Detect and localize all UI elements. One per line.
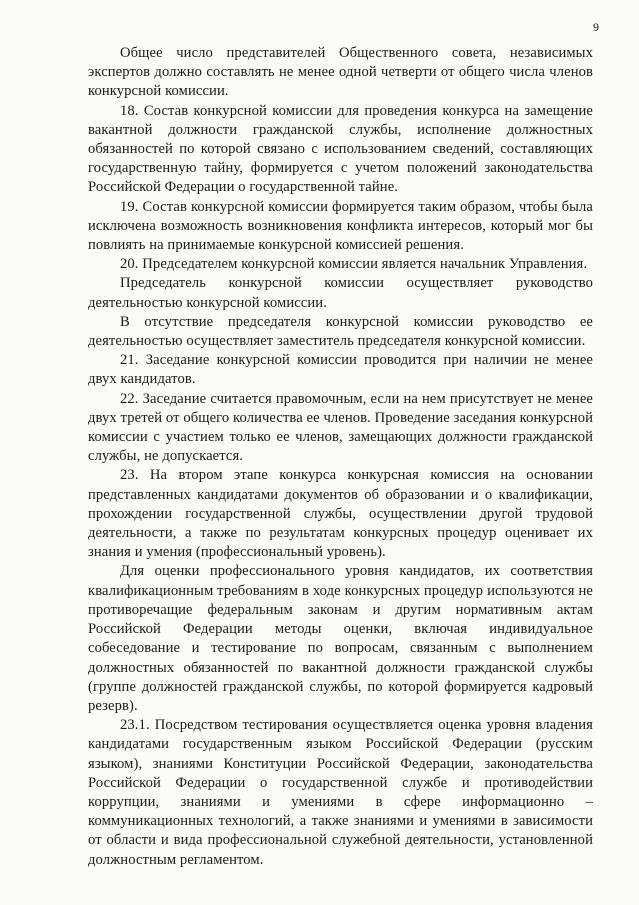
paragraph-20-chairman: 20. Председателем конкурсной комиссии является начальник Управления.	[120, 256, 588, 273]
paragraph-chairman-absence: В отсутствие председателя конкурсной комиссии руководство ее деятельностью осуществляет заместитель председателя конкурсной комиссии.	[88, 313, 593, 350]
paragraph-23-second-stage: 23. На втором этапе конкурса конкурсная комиссия на основании представленных кандидатами документов об образовании и о квалификации, прохождении государственной службы, осуществлении другой трудовой деятельности, а также по результатам конкурсных процедур оценивает их знания и умения (профессиональный уровень).	[88, 467, 593, 561]
document-body	[88, 44, 593, 870]
paragraph-19-conflict-of-interest: 19. Состав конкурсной комиссии формируется таким образом, чтобы была исключена возможность возникновения конфликта интересов, который мог бы повлиять на принимаемые конкурсной комиссией решения.	[88, 198, 593, 254]
paragraph-21-meeting-quorum: 21. Заседание конкурсной комиссии проводится при наличии не менее двух кандидатов.	[88, 352, 593, 388]
paragraph-22-meeting-validity: 22. Заседание считается правомочным, если на нем присутствует не менее двух третей от общего количества ее членов. Проведение заседания конкурсной комиссии с участием только ее членов, замещающих должности гражданской службы, не допускается.	[88, 390, 594, 465]
paragraph-chairman-duties: Председатель конкурсной комиссии осуществляет руководство деятельностью конкурсной комиссии.	[88, 275, 593, 311]
paragraph-evaluation-methods: Для оценки профессионального уровня кандидатов, их соответствия квалификационным требованиям в ходе конкурсных процедур используются не противоречащие федеральным законам и другим нормативным актам Российской Федерации методы оценки, включая индивидуальное собеседование и тестирование по вопросам, связанным с выполнением должностных обязанностей по вакантной должности гражданской службы (группе должностей гражданской службы, по которой формируется кадровый резерв).	[88, 563, 593, 714]
paragraph-23-1-testing: 23.1. Посредством тестирования осуществляется оценка уровня владения кандидатами государственным языком Российской Федерации (русским языком), знаниями Конституции Российской Федерации, законодательства Российской Федерации о государственной службе и противодействии коррупции, знаниями и умениями в сфере информационно – коммуникационных технологий, а также знаниями и умениями в зависимости от области и вида профессиональной служебной деятельности, установленной должностным регламентом.	[88, 717, 593, 868]
page-number: 9	[593, 20, 599, 34]
paragraph-18-state-secret: 18. Состав конкурсной комиссии для проведения конкурса на замещение вакантной должности гражданской службы, исполнение должностных обязанностей по которой связано с использованием сведений, составляющих государственную тайну, формируется с учетом положений законодательства Российской Федерации о государственной тайне.	[88, 102, 593, 196]
paragraph-public-council-share: Общее число представителей Общественного совета, независимых экспертов должно составлять не менее одной четверти от общего числа членов конкурсной комиссии.	[88, 45, 593, 100]
